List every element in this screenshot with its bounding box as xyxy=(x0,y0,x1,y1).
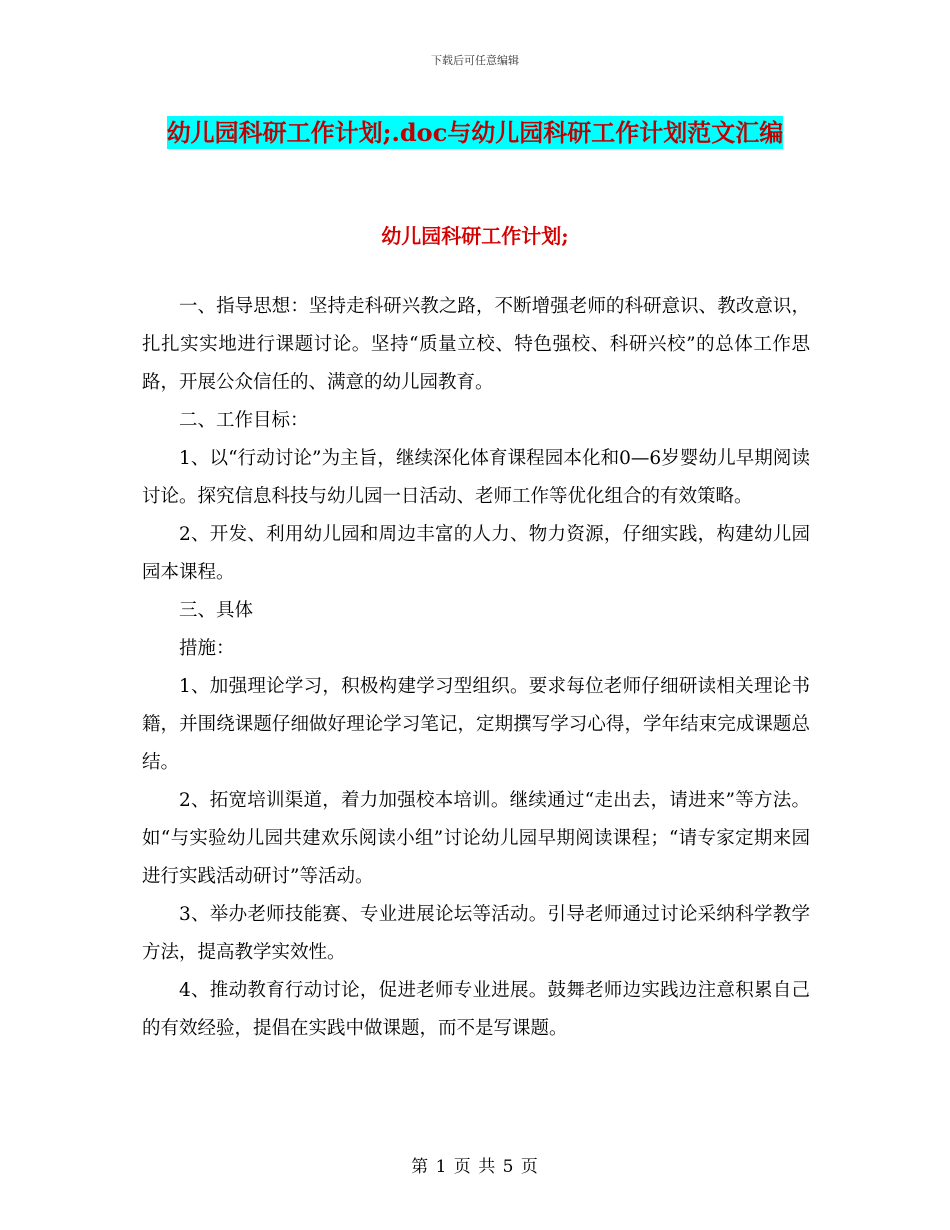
paragraph: 3、举办老师技能赛、专业进展论坛等活动。引导老师通过讨论采纳科学教学方法，提高教学实效性。 xyxy=(142,904,810,963)
paragraph: 2、开发、利用幼儿园和周边丰富的人力、物力资源，仔细实践，构建幼儿园园本课程。 xyxy=(142,524,810,583)
paragraph: 措施： xyxy=(179,638,235,659)
paragraph: 三、具体 xyxy=(179,600,254,621)
paragraph: 二、工作目标： xyxy=(179,410,309,431)
page-number: 第 1 页 共 5 页 xyxy=(411,1157,539,1177)
document-title-text: 幼儿园科研工作计划;.doc与幼儿园科研工作计划范文汇编 xyxy=(166,118,784,147)
page-header-note: 下载后可任意编辑 xyxy=(431,54,519,67)
paragraph: 1、加强理论学习，积极构建学习型组织。要求每位老师仔细研读相关理论书籍，并围绕课题仔细做好理论学习笔记，定期撰写学习心得，学年结束完成课题总结。 xyxy=(142,676,810,773)
paragraph: 2、拓宽培训渠道，着力加强校本培训。继续通过“走出去，请进来”等方法。如“与实验幼儿园共建欢乐阅读小组”讨论幼儿园早期阅读课程；“请专家定期来园进行实践活动研讨”等活动。 xyxy=(142,790,810,887)
section-title: 幼儿园科研工作计划; xyxy=(381,224,569,248)
paragraph: 一、指导思想：坚持走科研兴教之路，不断增强老师的科研意识、教改意识，扎扎实实地进行课题讨论。坚持“质量立校、特色强校、科研兴校”的总体工作思路，开展公众信任的、满意的幼儿园教育。 xyxy=(142,296,810,393)
document-title xyxy=(140,108,810,158)
paragraph: 4、推动教育行动讨论，促进老师专业进展。鼓舞老师边实践边注意积累自己的有效经验，提倡在实践中做课题，而不是写课题。 xyxy=(142,980,810,1039)
paragraph: 1、以“行动讨论”为主旨，继续深化体育课程园本化和0—6岁婴幼儿早期阅读讨论。探究信息科技与幼儿园一日活动、老师工作等优化组合的有效策略。 xyxy=(142,448,810,507)
document-body xyxy=(142,288,810,1048)
